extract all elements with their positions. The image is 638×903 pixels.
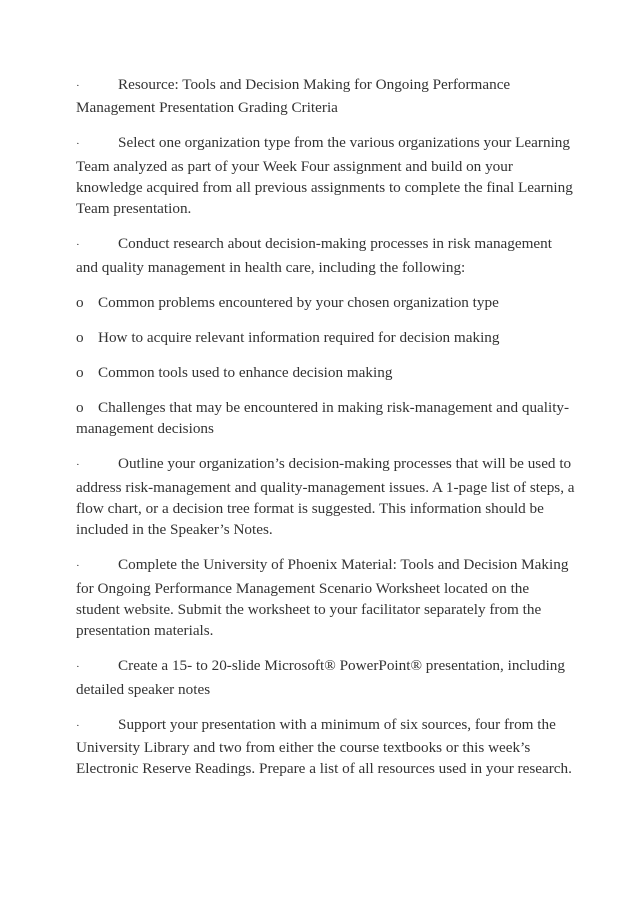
paragraph-text: Challenges that may be encountered in making risk-management and quality-management decisions	[76, 399, 570, 438]
sub-item-challenges	[76, 397, 576, 440]
bullet-marker: ·	[76, 560, 80, 573]
document-body	[76, 74, 576, 793]
paragraph-text: Select one organization type from the various organizations your Learning Team analyzed as part of your Week Four assignment and build on your knowledge acquired from all previous assignments to complete the final Learning Team presentation.	[76, 134, 573, 218]
circle-marker: o	[76, 399, 84, 417]
paragraph-text: Common tools used to enhance decision making	[98, 363, 393, 381]
bullet-paragraph-conduct-research	[76, 233, 576, 278]
paragraph-text: Resource: Tools and Decision Making for Ongoing Performance Management Presentation Grading Criteria	[76, 76, 511, 117]
bullet-marker: ·	[76, 719, 80, 732]
circle-marker: o	[76, 363, 84, 381]
circle-marker: o	[76, 328, 84, 346]
paragraph-text: Support your presentation with a minimum of six sources, four from the University Library and two from either the course textbooks or this week’s Electronic Reserve Readings. Prepare a list of all resources used in your research.	[76, 715, 572, 778]
sub-item-acquire-information	[76, 327, 576, 348]
paragraph-text: Common problems encountered by your chosen organization type	[98, 293, 499, 311]
bullet-paragraph-resource	[76, 74, 576, 119]
bullet-marker: ·	[76, 239, 80, 252]
paragraph-text: Outline your organization’s decision-making processes that will be used to address risk-management and quality-management issues. A 1-page list of steps, a flow chart, or a decision tree format is suggested. This information should be included in the Speaker’s Notes.	[76, 455, 575, 539]
bullet-paragraph-outline-processes	[76, 453, 576, 540]
bullet-marker: ·	[76, 459, 80, 472]
sub-item-common-tools	[76, 362, 576, 383]
bullet-paragraph-create-presentation	[76, 655, 576, 700]
bullet-marker: ·	[76, 661, 80, 674]
sub-item-common-problems	[76, 292, 576, 313]
paragraph-text: How to acquire relevant information required for decision making	[98, 328, 500, 346]
paragraph-text: Conduct research about decision-making processes in risk management and quality management in health care, including the following:	[76, 235, 552, 276]
circle-marker: o	[76, 293, 84, 311]
bullet-marker: ·	[76, 80, 80, 92]
paragraph-text: Create a 15- to 20-slide Microsoft® PowerPoint® presentation, including detailed speaker notes	[76, 657, 565, 698]
bullet-marker: ·	[76, 138, 80, 151]
paragraph-text: Complete the University of Phoenix Material: Tools and Decision Making for Ongoing Performance Management Scenario Worksheet located on the student website. Submit the worksheet to your facilitator separately from the presentation materials.	[76, 556, 569, 640]
bullet-paragraph-complete-worksheet	[76, 554, 576, 641]
bullet-paragraph-select-organization	[76, 132, 576, 219]
bullet-paragraph-support-sources	[76, 714, 576, 780]
